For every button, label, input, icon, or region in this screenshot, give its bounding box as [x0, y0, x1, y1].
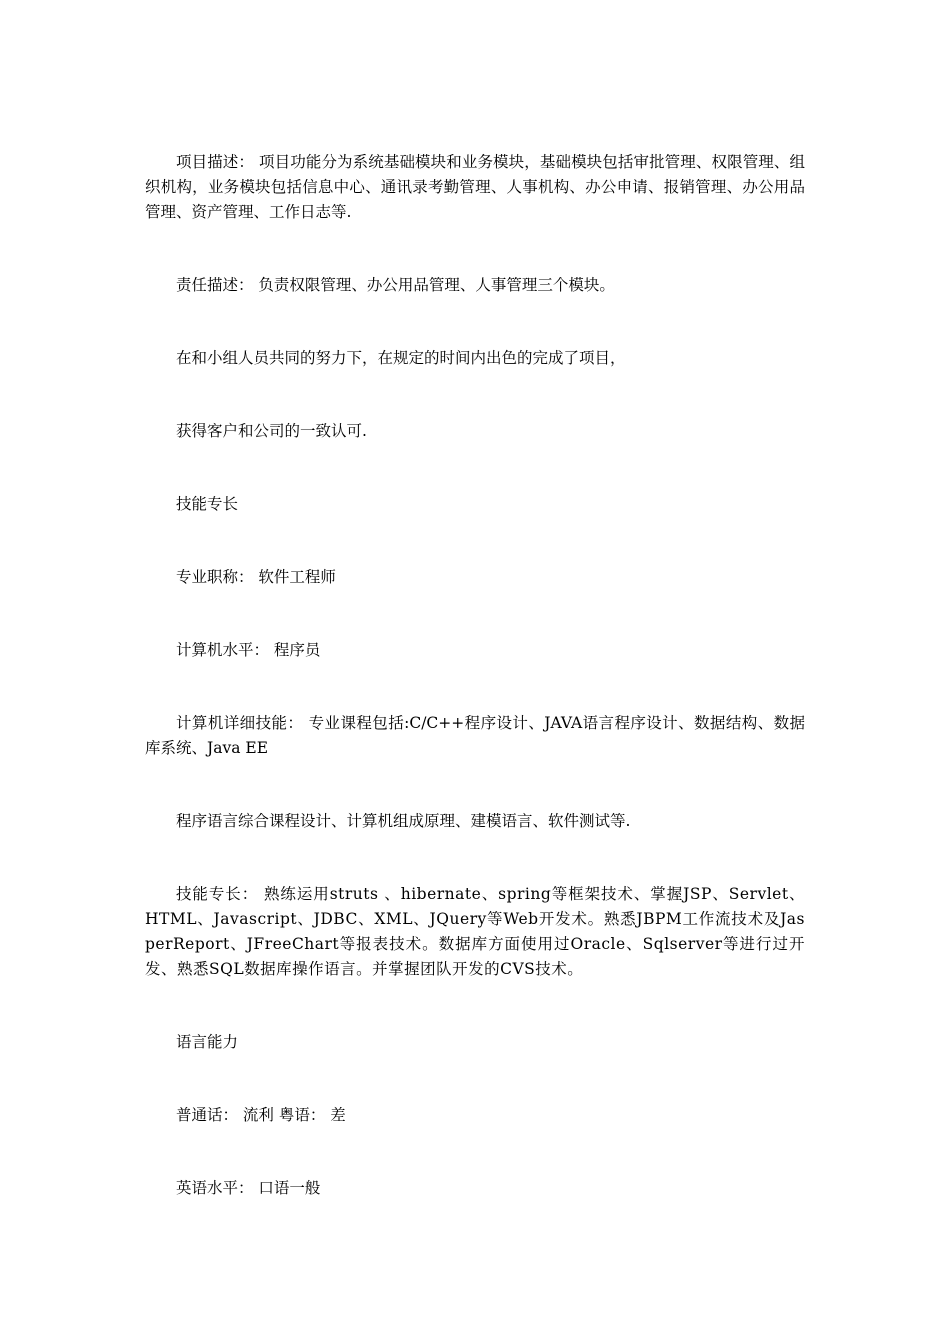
recognition-paragraph: 获得客户和公司的一致认可.	[176, 422, 367, 440]
language-ability-heading: 语言能力	[176, 1033, 239, 1051]
dialect-line: 普通话： 流利 粤语： 差	[176, 1106, 346, 1124]
document-body	[145, 150, 805, 1201]
technical-skills-paragraph: 技能专长： 熟练运用struts 、hibernate、spring等框架技术、掌握JSP、Servlet、HTML、Javascript、JDBC、XML、JQuery等Web开发术。熟悉JBPM工作流技术及JasperReport、JFreeChart等报表技术。数据库方面使用过Oracle、Sqlserver等进行过开发、熟悉SQL数据库操作语言。并掌握团队开发的CVS技术。	[145, 885, 805, 978]
project-description-paragraph: 项目描述： 项目功能分为系统基础模块和业务模块，基础模块包括审批管理、权限管理、组织机构，业务模块包括信息中心、通讯录考勤管理、人事机构、办公申请、报销管理、办公用品管理、资产管理、工作日志等.	[145, 153, 805, 221]
english-level-line: 英语水平： 口语一般	[176, 1179, 321, 1197]
achievement-paragraph: 在和小组人员共同的努力下，在规定的时间内出色的完成了项目，	[176, 349, 626, 367]
computer-skills-paragraph: 计算机详细技能： 专业课程包括:C/C++程序设计、JAVA语言程序设计、数据结构、数据库系统、Java EE	[145, 714, 805, 757]
computer-level-line: 计算机水平： 程序员	[176, 641, 321, 659]
skills-heading: 技能专长	[176, 495, 239, 513]
professional-title-line: 专业职称： 软件工程师	[176, 568, 336, 586]
courses-paragraph: 程序语言综合课程设计、计算机组成原理、建模语言、软件测试等.	[176, 812, 631, 830]
responsibility-paragraph: 责任描述： 负责权限管理、办公用品管理、人事管理三个模块。	[176, 276, 615, 294]
